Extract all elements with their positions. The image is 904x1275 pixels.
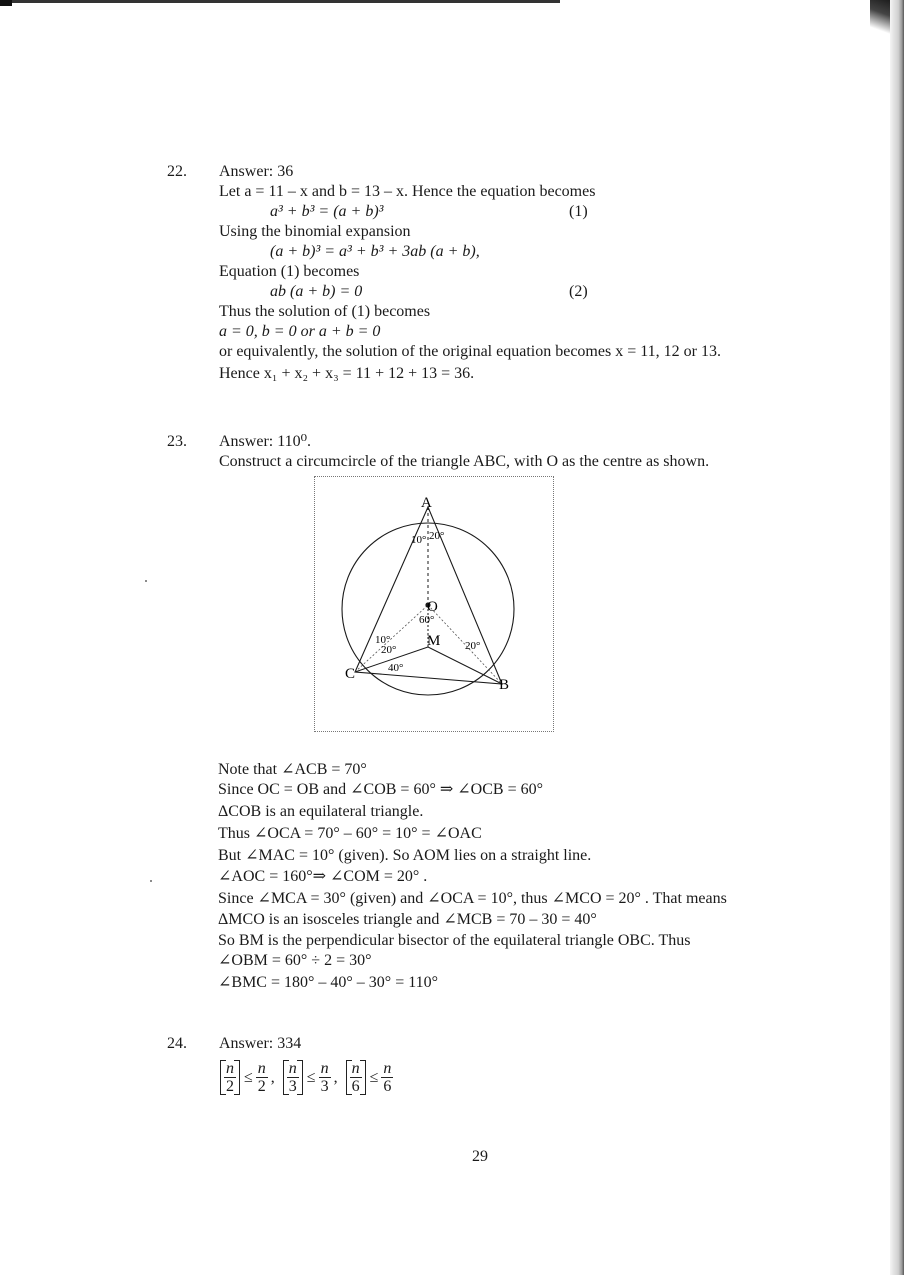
q22-binomial: (a + b)³ = a³ + b³ + 3ab (a + b), [270,243,480,260]
numerator: n [320,1060,329,1077]
denominator: 6 [351,1078,360,1095]
floor-n-over-2 [220,1060,240,1095]
q22-equation-label-1: (1) [569,203,588,220]
triangle-diagram [314,476,554,732]
label-m: M [427,633,441,649]
angle-label-c3: 40° [388,662,404,674]
q23-line: ∠BMC = 180° – 40° – 30° = 110° [218,974,439,991]
q23-line: Since ∠MCA = 30° (given) and ∠OCA = 10°, thus ∠MCO = 20° . That means [218,890,727,907]
scan-top-mark [0,0,12,6]
angle-label-a-right: 20° [429,530,445,542]
leq-sign: ≤ [369,1068,379,1086]
angle-label-a-left: 10° [411,534,427,546]
leq-sign: ≤ [306,1068,316,1086]
q23-line: ΔMCO is an isosceles triangle and ∠MCB = 70 – 30 = 40° [218,911,597,928]
numerator: n [383,1060,392,1077]
question-number-22: 22. [167,163,187,180]
q22-line: Using the binomial expansion [219,223,411,240]
denominator: 6 [383,1078,392,1095]
q24-answer: Answer: 334 [219,1035,302,1052]
q22-answer: Answer: 36 [219,163,294,180]
q23-line: So BM is the perpendicular bisector of the equilateral triangle OBC. Thus [218,932,691,949]
q23-line: ΔCOB is an equilateral triangle. [218,803,424,820]
q23-intro: Construct a circumcircle of the triangle ABC, with O as the centre as shown. [219,453,710,470]
q22-line: Thus the solution of (1) becomes [219,303,431,320]
scan-speck [145,580,147,582]
circumcircle-svg [315,477,553,731]
numerator: n [257,1060,266,1077]
q23-answer: Answer: 110⁰. [219,433,312,450]
scan-speck [150,880,152,882]
label-c: C [345,666,356,682]
denominator: 3 [320,1078,329,1095]
label-a: A [421,495,432,511]
q24-inequalities [219,1060,393,1095]
question-number-23: 23. [167,433,187,450]
numerator: n [288,1060,297,1077]
numerator: n [351,1060,360,1077]
angle-label-c2: 20° [381,644,397,656]
floor-n-over-3 [283,1060,303,1095]
q22-equation-label-2: (2) [569,283,588,300]
denominator: 2 [226,1078,234,1095]
q22-line: Let a = 11 – x and b = 13 – x. Hence the equation becomes [219,183,596,200]
q22-equation-1: a³ + b³ = (a + b)³ [270,203,384,220]
label-b: B [499,677,510,693]
q23-line: Thus ∠OCA = 70° – 60° = 10° = ∠OAC [218,825,482,842]
q23-line: ∠AOC = 160°⇒ ∠COM = 20° . [218,868,428,885]
comma: , [270,1068,275,1086]
q23-line: But ∠MAC = 10° (given). So AOM lies on a straight line. [218,847,592,864]
page-number: 29 [472,1148,488,1165]
numerator: n [226,1060,234,1077]
q22-solution: a = 0, b = 0 or a + b = 0 [219,323,381,340]
q22-line: Equation (1) becomes [219,263,360,280]
leq-sign: ≤ [244,1068,253,1086]
comma: , [333,1068,338,1086]
label-o: O [427,599,438,615]
floor-n-over-6 [346,1060,366,1095]
denominator: 2 [257,1078,266,1095]
q22-line: Hence x₁ + x₂ + x₃ = 11 + 12 + 13 = 36. [219,365,475,382]
q23-line: Since OC = OB and ∠COB = 60° ⇒ ∠OCB = 60° [218,781,543,798]
q22-line: or equivalently, the solution of the original equation becomes x = 11, 12 or 13. [219,343,721,360]
q23-line: ∠OBM = 60° ÷ 2 = 30° [218,952,372,969]
angle-label-o: 60° [419,614,435,626]
q23-line: Note that ∠ACB = 70° [218,761,367,778]
question-number-24: 24. [167,1035,187,1052]
denominator: 3 [288,1078,297,1095]
scan-binding-shadow [890,0,904,1275]
angle-label-b: 20° [465,640,481,652]
q22-equation-2: ab (a + b) = 0 [270,283,363,300]
scan-top-edge [0,0,560,3]
angle-label-c1: 10° [375,634,391,646]
